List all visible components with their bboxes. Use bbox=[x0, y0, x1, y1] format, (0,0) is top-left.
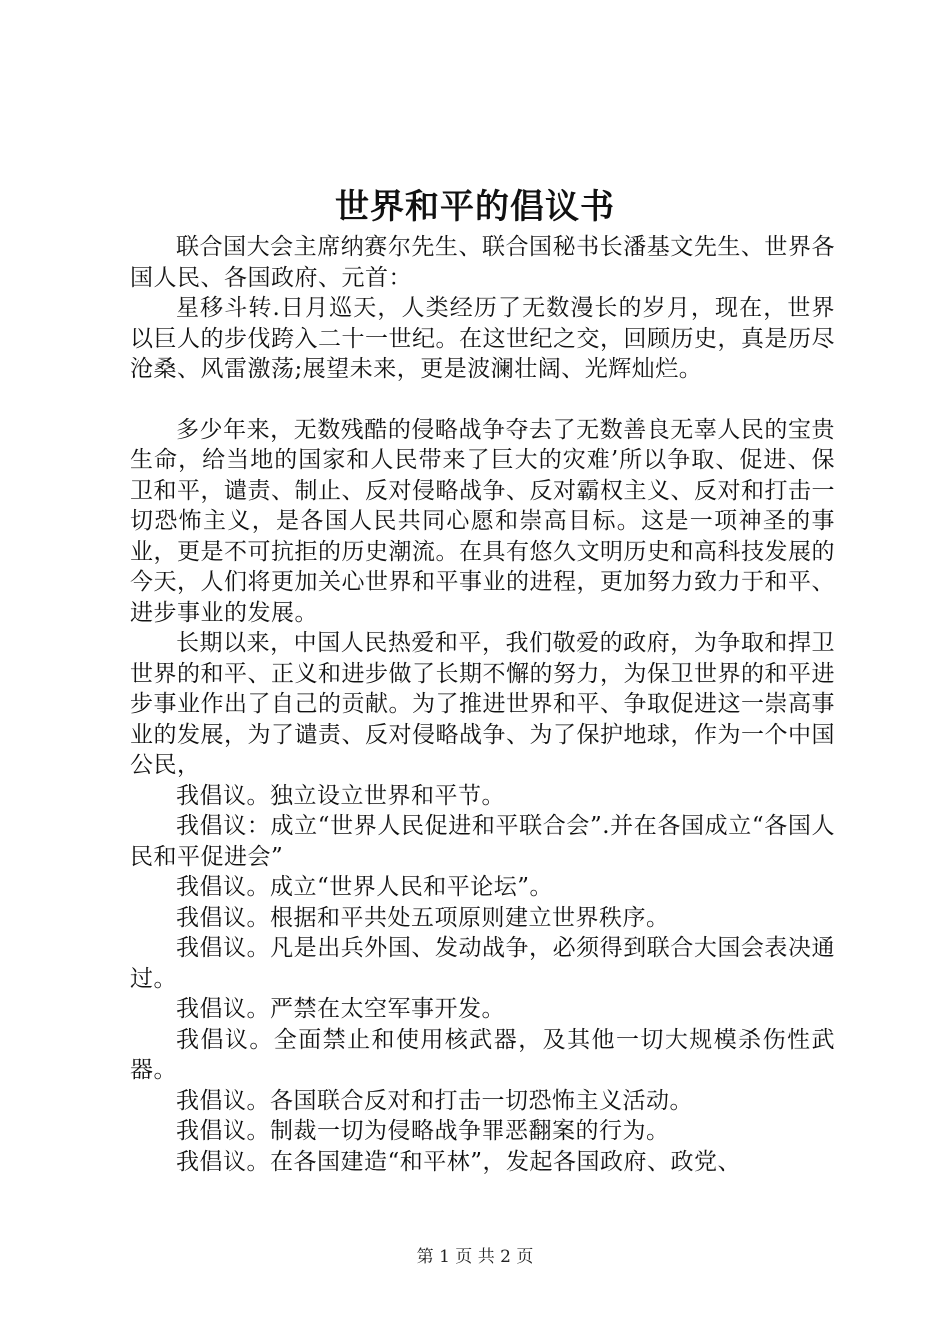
page-number-footer: 第 1 页 共 2 页 bbox=[416, 1247, 534, 1267]
proposal-item: 我倡议。凡是出兵外国、发动战争，必须得到联合大国会表决通过。 bbox=[130, 935, 835, 992]
document-body bbox=[130, 232, 835, 1177]
proposal-item: 我倡议。各国联合反对和打击一切恐怖主义活动。 bbox=[176, 1087, 693, 1114]
proposal-item: 我倡议。根据和平共处五项原则建立世界秩序。 bbox=[176, 904, 670, 931]
proposal-item: 我倡议。严禁在太空军事开发。 bbox=[176, 996, 505, 1022]
proposal-item: 我倡议。全面禁止和使用核武器，及其他一切大规模杀伤性武器。 bbox=[130, 1026, 835, 1083]
proposal-item: 我倡议。独立设立世界和平节。 bbox=[176, 782, 505, 809]
proposal-item: 我倡议。在各国建造“和平林”，发起各国政府、政党、 bbox=[176, 1148, 742, 1175]
body-paragraph: 长期以来，中国人民热爱和平，我们敬爱的政府，为争取和捍卫世界的和平、正义和进步做了长期不懈的努力，为保卫世界的和平进步事业作出了自己的贡献。为了推进世界和平、争取促进这一崇高事业的发展，为了谴责、反对侵略战争、为了保护地球，作为一个中国公民， bbox=[130, 630, 835, 778]
document-title: 世界和平的倡议书 bbox=[335, 187, 615, 227]
proposal-item: 我倡议。制裁一切为侵略战争罪恶翻案的行为。 bbox=[176, 1118, 670, 1144]
body-paragraph: 多少年来，无数残酷的侵略战争夺去了无数善良无辜人民的宝贵生命，给当地的国家和人民带来了巨大的灾难’所以争取、促进、保卫和平，谴责、制止、反对侵略战争、反对霸权主义、反对和打击一切恐怖主义，是各国人民共同心愿和崇高目标。这是一项神圣的事业，更是不可抗拒的历史潮流。在具有悠久文明历史和高科技发展的今天，人们将更加关心世界和平事业的进程，更加努力致力于和平、进步事业的发展。 bbox=[130, 416, 835, 626]
salutation-paragraph: 联合国大会主席纳赛尔先生、联合国秘书长潘基文先生、世界各国人民、各国政府、元首： bbox=[130, 234, 835, 291]
proposal-item: 我倡议。成立“世界人民和平论坛”。 bbox=[176, 874, 554, 900]
intro-paragraph: 星移斗转.日月巡天，人类经历了无数漫长的岁月，现在，世界以巨人的步伐跨入二十一世纪。在这世纪之交，回顾历史，真是历尽沧桑、风雷激荡;展望未来，更是波澜壮阔、光辉灿烂。 bbox=[130, 295, 835, 382]
proposal-item: 我倡议：成立“世界人民促进和平联合会”.并在各国成立“各国人民和平促进会” bbox=[130, 813, 835, 870]
